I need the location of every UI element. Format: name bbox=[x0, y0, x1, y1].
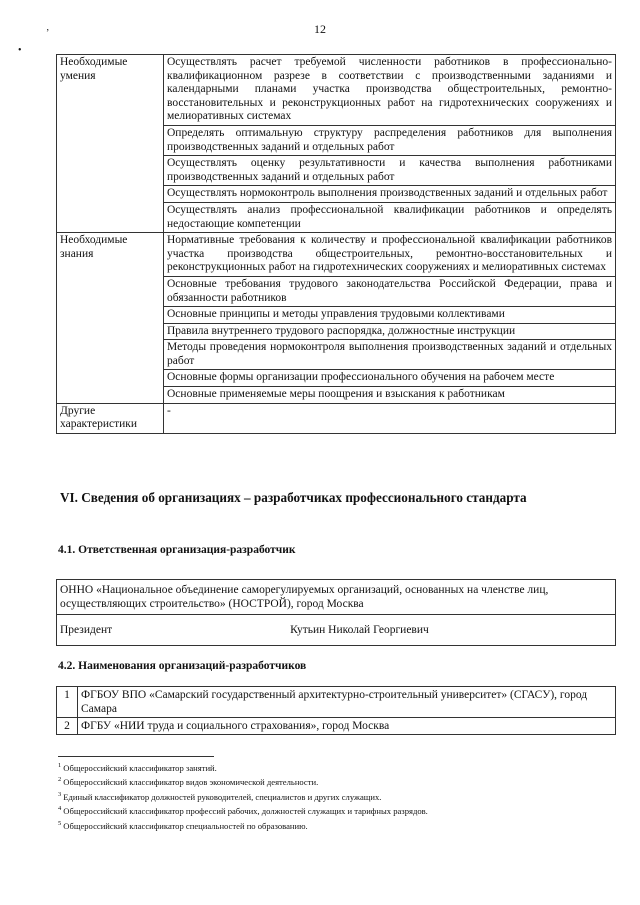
footnote-text: Общероссийский классификатор профессий рабочих, должностей служащих и тарифных разрядов. bbox=[63, 806, 428, 817]
responsible-org-signatory bbox=[57, 615, 616, 646]
footnote bbox=[58, 774, 618, 788]
responsible-org-name: ОННО «Национальное объединение саморегулируемых организаций, основанных на членстве лиц, осуществляющих строительство» (НОСТРОЙ), город Москва bbox=[57, 580, 616, 615]
knowledge-item: Основные требования трудового законодательства Российской Федерации, права и обязанности работников bbox=[164, 276, 616, 306]
knowledge-item: Основные принципы и методы управления трудовыми коллективами bbox=[164, 307, 616, 324]
table-row bbox=[57, 403, 616, 433]
row-number: 2 bbox=[57, 718, 78, 735]
footnote-text: Общероссийский классификатор специальностей по образованию. bbox=[63, 820, 308, 831]
scan-mark: • bbox=[18, 45, 22, 56]
footnote bbox=[58, 760, 618, 774]
footnote-text: Общероссийский классификатор видов экономической деятельности. bbox=[63, 777, 319, 788]
footnote-number: 3 bbox=[58, 790, 62, 798]
responsible-org-heading: 4.1. Ответственная организация-разработчик bbox=[58, 544, 296, 556]
person-name: Кутьин Николай Георгиевич bbox=[290, 624, 429, 636]
table-row bbox=[57, 55, 616, 126]
footnote-text: Единый классификатор должностей руководителей, специалистов и других служащих. bbox=[63, 791, 382, 802]
knowledge-item: Основные формы организации профессионального обучения на рабочем месте bbox=[164, 370, 616, 387]
section-title: VI. Сведения об организациях – разработчиках профессионального стандарта bbox=[60, 490, 527, 505]
footnote-number: 1 bbox=[58, 762, 62, 769]
knowledge-item: Правила внутреннего трудового распорядка, должностные инструкции bbox=[164, 323, 616, 340]
position-label: Президент bbox=[60, 624, 113, 636]
developers-heading: 4.2. Наименования организаций-разработчиков bbox=[58, 660, 307, 672]
row-label-skills: Необходимые умения bbox=[57, 55, 164, 233]
developers-table bbox=[56, 686, 616, 735]
row-label-knowledge: Необходимые знания bbox=[57, 233, 164, 404]
footnote-number: 5 bbox=[58, 819, 62, 827]
table-row bbox=[57, 615, 616, 646]
footnote bbox=[58, 803, 618, 817]
knowledge-item: Основные применяемые меры поощрения и взыскания к работникам bbox=[164, 387, 616, 404]
requirements-table bbox=[56, 54, 616, 434]
skill-item: Определять оптимальную структуру распределения работников для выполнения производственных заданий и отдельных работ bbox=[164, 125, 616, 155]
footnote-number: 2 bbox=[58, 776, 62, 784]
row-label-other: Другие характеристики bbox=[57, 403, 164, 433]
skill-item: Осуществлять расчет требуемой численности работников в профессионально-квалификационном разрезе в соответствии с производственными заданиями и календарными планами участка производства общестроительных, ремонтно-восстановительных и реконструкционных работ на гидротехнических сооружениях и мелиоративных системах bbox=[164, 55, 616, 126]
knowledge-item: Методы проведения нормоконтроля выполнения производственных заданий и отдельных работ bbox=[164, 340, 616, 370]
developer-name: ФГБУ «НИИ труда и социального страхования», город Москва bbox=[78, 718, 616, 735]
table-row bbox=[57, 580, 616, 615]
footnote-number: 4 bbox=[58, 805, 62, 813]
scan-mark: ʼ bbox=[46, 28, 50, 39]
developer-name: ФГБОУ ВПО «Самарский государственный архитектурно-строительный университет» (СГАСУ), город Самара bbox=[78, 687, 616, 718]
other-item: - bbox=[164, 403, 616, 433]
row-number: 1 bbox=[57, 687, 78, 718]
page-number: 12 bbox=[314, 22, 326, 36]
table-row bbox=[57, 718, 616, 735]
footnote-text: Общероссийский классификатор занятий. bbox=[63, 762, 217, 773]
footnotes bbox=[58, 760, 618, 832]
responsible-org-table bbox=[56, 579, 616, 646]
skill-item: Осуществлять анализ профессиональной квалификации работников и определять недостающие компетенции bbox=[164, 202, 616, 232]
table-row bbox=[57, 233, 616, 277]
knowledge-item: Нормативные требования к количеству и профессиональной квалификации работников участка производства общестроительных, ремонтно-восстановительных и реконструкционных работ на гидротехнических сооружениях и мелиоративных системах bbox=[164, 233, 616, 277]
skill-item: Осуществлять оценку результативности и качества выполнения работниками производственных заданий и отдельных работ bbox=[164, 156, 616, 186]
skill-item: Осуществлять нормоконтроль выполнения производственных заданий и отдельных работ bbox=[164, 186, 616, 203]
footnote bbox=[58, 789, 618, 803]
footnote-divider bbox=[58, 756, 214, 757]
table-row bbox=[57, 687, 616, 718]
footnote bbox=[58, 818, 618, 832]
